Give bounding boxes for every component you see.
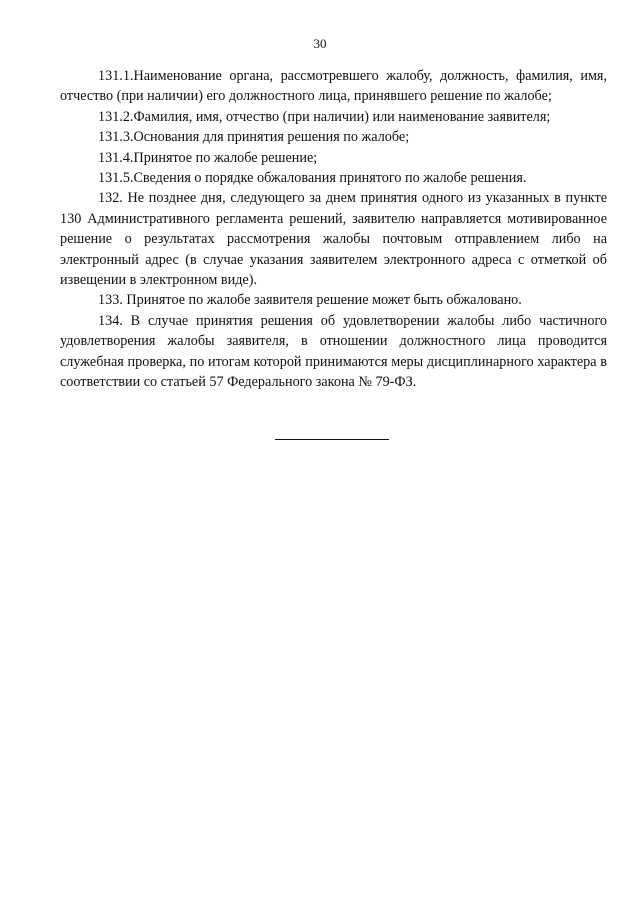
paragraph-132: 132. Не позднее дня, следующего за днем принятия одного из указанных в пункте 130 Административного регламента решений, заявителю направляется мотивированное решение о результатах рассмотрения жалобы почтовым отправлением либо на электронный адрес (в случае указания заявителем электронного адреса с отметкой об извещении в электронном виде). — [60, 190, 607, 289]
page-number: 30 — [313, 36, 327, 51]
paragraph-131-3: 131.3.Основания для принятия решения по жалобе; — [98, 129, 410, 146]
end-separator-line — [275, 439, 389, 440]
paragraph-134: 134. В случае принятия решения об удовлетворении жалобы либо частичного удовлетворения жалобы заявителя, в отношении должностного лица проводится служебная проверка, по итогам которой принимаются меры дисциплинарного характера в соответствии со статьей 57 Федерального закона № 79-ФЗ. — [60, 312, 607, 391]
paragraph-133: 133. Принятое по жалобе заявителя решение может быть обжаловано. — [98, 292, 522, 309]
paragraph-131-1: 131.1.Наименование органа, рассмотревшего жалобу, должность, фамилия, имя, отчество (при наличии) его должностного лица, принявшего решение по жалобе; — [60, 68, 607, 105]
document-body — [60, 66, 607, 393]
paragraph-131-2: 131.2.Фамилия, имя, отчество (при наличии) или наименование заявителя; — [98, 108, 551, 125]
paragraph-131-4: 131.4.Принятое по жалобе решение; — [98, 149, 318, 166]
paragraph-131-5: 131.5.Сведения о порядке обжалования принятого по жалобе решения. — [98, 170, 527, 187]
